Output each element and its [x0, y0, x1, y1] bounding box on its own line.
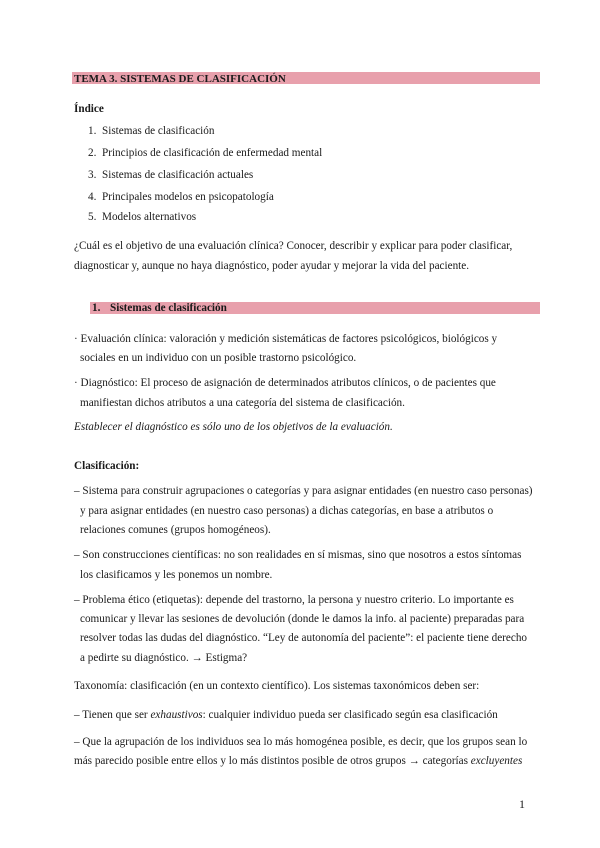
bullet-line: – Problema ético (etiquetas): depende del trastorno, la persona y nuestro criterio. Lo importante es — [74, 594, 514, 606]
bullet-line: – Son construcciones científicas: no son realidades en sí mismas, sino que nosotros a estos síntomas — [74, 549, 522, 561]
italic-note: Establecer el diagnóstico es sólo uno de los objetivos de la evaluación. — [74, 421, 393, 433]
intro-line: ¿Cuál es el objetivo de una evaluación clínica? Conocer, describir y explicar para poder clasificar, — [74, 240, 513, 252]
taxonomy-item: más parecido posible entre ellos y lo más distintos posible de otros grupos → categorías excluyentes — [74, 755, 523, 767]
clasificacion-heading: Clasificación: — [74, 460, 140, 472]
index-item: 4. Principales modelos en psicopatología — [88, 191, 274, 203]
bullet-line: relaciones comunes (grupos homogéneos). — [80, 524, 271, 536]
definition-line: · Evaluación clínica: valoración y medición sistemáticas de factores psicológicos, biológicos y — [74, 333, 498, 345]
page-title: TEMA 3. SISTEMAS DE CLASIFICACIÓN — [74, 73, 286, 85]
bullet-line: los clasificamos y les ponemos un nombre. — [80, 569, 273, 581]
bullet-line: – Sistema para construir agrupaciones o categorías y para asignar entidades (en nuestro caso personas) — [74, 485, 533, 497]
definition-line: · Diagnóstico: El proceso de asignación de determinados atributos clínicos, o de pacientes que — [74, 377, 496, 389]
page-number: 1 — [519, 797, 525, 811]
definition-line: manifiestan dichos atributos a una categoría del sistema de clasificación. — [80, 397, 405, 409]
bullet-line: comunicar y llevar las sesiones de devolución (donde le damos la info. al paciente) preparadas para — [80, 613, 525, 625]
bullet-line: a pedirte su diagnóstico. → Estigma? — [80, 652, 248, 664]
index-item: 5. Modelos alternativos — [88, 211, 197, 223]
taxonomy-item: – Tienen que ser exhaustivos: cualquier individuo pueda ser clasificado según esa clasificación — [74, 709, 498, 721]
index-item: 1. Sistemas de clasificación — [88, 125, 215, 137]
index-item: 2. Principios de clasificación de enfermedad mental — [88, 147, 323, 159]
bullet-line: resolver todas las dudas del diagnóstico. “Ley de autonomía del paciente”: el paciente tiene derecho — [80, 632, 528, 644]
definition-line: sociales en un individuo con un posible trastorno psicológico. — [80, 352, 357, 364]
index-item: 3. Sistemas de clasificación actuales — [88, 169, 254, 181]
section-heading: 1. Sistemas de clasificación — [92, 302, 227, 314]
index-heading: Índice — [74, 103, 104, 115]
bullet-line: y para asignar entidades (en nuestro caso personas) a dichas categorías, en base a atributos o — [80, 505, 494, 517]
taxonomy-item: – Que la agrupación de los individuos sea lo más homogénea posible, es decir, que los grupos sean lo — [74, 736, 528, 748]
taxonomy-line: Taxonomía: clasificación (en un contexto científico). Los sistemas taxonómicos deben ser: — [74, 680, 480, 692]
intro-line: diagnosticar y, aunque no haya diagnóstico, poder ayudar y mejorar la vida del paciente. — [74, 260, 470, 272]
